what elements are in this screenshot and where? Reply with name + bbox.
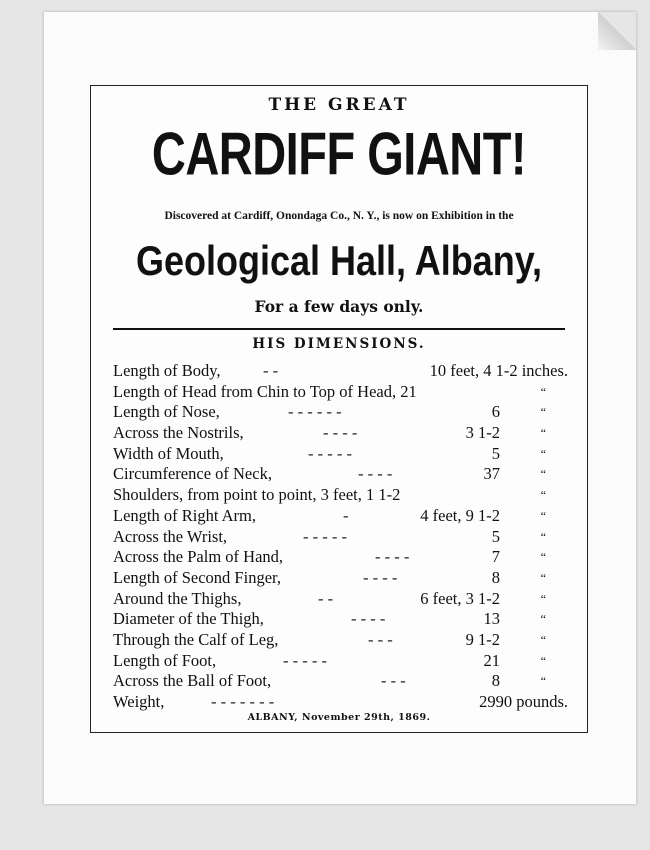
leader-dashes: - - - [368, 629, 393, 649]
dimension-value: 5 [491, 443, 500, 463]
leader-dashes: - - - - [323, 423, 358, 443]
section-title: HIS DIMENSIONS. [252, 336, 426, 352]
dimension-value: 5 [491, 526, 500, 546]
dimension-value: 7 [491, 547, 500, 567]
ditto-mark: “ [540, 632, 546, 647]
ditto-mark: “ [540, 653, 546, 668]
venue-title: Geological Hall, Albany, [135, 236, 543, 284]
dimension-row [113, 485, 568, 506]
dimension-label: Through the Calf of Leg, [113, 629, 279, 649]
dimension-row [113, 589, 568, 610]
dimension-label: Width of Mouth, [113, 443, 224, 463]
dimension-row [113, 423, 568, 444]
dimension-value: 6 feet, 3 1-2 [420, 588, 500, 608]
ditto-mark: “ [540, 612, 546, 627]
dimension-row [113, 692, 568, 713]
headline-small: THE GREAT [268, 95, 410, 115]
ditto-mark: “ [540, 446, 546, 461]
dimension-value: 13 [483, 609, 500, 629]
dimension-label: Length of Second Finger, [113, 567, 281, 587]
leader-dashes: - - [318, 588, 334, 608]
leader-dashes: - [343, 505, 349, 525]
ditto-mark: “ [540, 508, 546, 523]
leader-dashes: - - - - - [308, 443, 352, 463]
section-divider [113, 328, 565, 330]
leader-dashes: - - - - [351, 609, 386, 629]
dimension-label: Around the Thighs, [113, 588, 242, 608]
leader-dashes: - - - - [358, 464, 393, 484]
leader-dashes: - - - - [363, 567, 398, 587]
dimension-value: 21 [483, 650, 500, 670]
dimension-value: 37 [483, 464, 500, 484]
ditto-mark: “ [540, 384, 546, 399]
dimension-value: 4 feet, 9 1-2 [420, 505, 500, 525]
page-curl [598, 12, 636, 50]
dimension-value: 2990 pounds. [479, 692, 568, 711]
ditto-mark: “ [540, 550, 546, 565]
leader-dashes: - - - - - [283, 650, 327, 670]
dimension-label: Length of Nose, [113, 402, 220, 422]
leader-dashes: - - - - - - [288, 402, 342, 422]
dimension-value: 9 1-2 [465, 629, 500, 649]
ditto-mark: “ [540, 426, 546, 441]
dimension-label: Weight, [113, 692, 165, 711]
dimension-label: Diameter of the Thigh, [113, 609, 264, 629]
dimension-row [113, 547, 568, 568]
dimension-value: 6 [491, 402, 500, 422]
leader-dashes: - - - - - - - [211, 692, 275, 711]
dimension-row [113, 444, 568, 465]
dimension-label: Circumference of Neck, [113, 464, 272, 484]
leader-dashes: - - - - [375, 547, 410, 567]
dimension-value: 3 1-2 [465, 423, 500, 443]
ditto-mark: “ [540, 467, 546, 482]
ditto-mark: “ [540, 488, 546, 503]
headline-big: CARDIFF GIANT! [151, 119, 527, 188]
dimension-value: 10 feet, 4 1-2 inches. [429, 361, 568, 380]
dimension-label: Shoulders, from point to point, 3 feet, 1 1-2 [113, 485, 401, 505]
dimension-label: Across the Palm of Hand, [113, 547, 284, 567]
dimension-label: Length of Head from Chin to Top of Head, 21 [113, 381, 417, 401]
leader-dashes: - - - - - [303, 526, 347, 546]
dimension-value: 8 [491, 671, 500, 691]
dimension-row [113, 402, 568, 423]
leader-dashes: - - [263, 361, 279, 380]
dimension-row [113, 361, 568, 382]
dimension-label: Across the Wrist, [113, 526, 228, 546]
dimension-row [113, 609, 568, 630]
ditto-mark: “ [540, 405, 546, 420]
dimension-row [113, 630, 568, 651]
cardiff-giant-poster [90, 85, 588, 733]
dimension-row [113, 506, 568, 527]
dimension-row [113, 382, 568, 403]
ditto-mark: “ [540, 529, 546, 544]
dimension-row [113, 527, 568, 548]
dimension-label: Length of Foot, [113, 650, 217, 670]
dimension-label: Across the Nostrils, [113, 423, 244, 443]
ditto-mark: “ [540, 570, 546, 585]
dimension-row [113, 651, 568, 672]
leader-dashes: - - - [381, 671, 406, 691]
dimension-label: Length of Body, [113, 361, 221, 380]
dimension-row [113, 568, 568, 589]
ditto-mark: “ [540, 591, 546, 606]
duration-line: For a few days only. [254, 297, 424, 316]
discovered-line: Discovered at Cardiff, Onondaga Co., N. Y., is now on Exhibition in the [164, 210, 514, 222]
dimension-label: Across the Ball of Foot, [113, 671, 272, 691]
dimension-label: Length of Right Arm, [113, 505, 256, 525]
ditto-mark: “ [540, 674, 546, 689]
dimension-value: 8 [491, 567, 500, 587]
dimension-row [113, 671, 568, 692]
dimension-row [113, 464, 568, 485]
dimensions-list [113, 361, 568, 713]
dateline: ALBANY, November 29th, 1869. [247, 712, 431, 723]
